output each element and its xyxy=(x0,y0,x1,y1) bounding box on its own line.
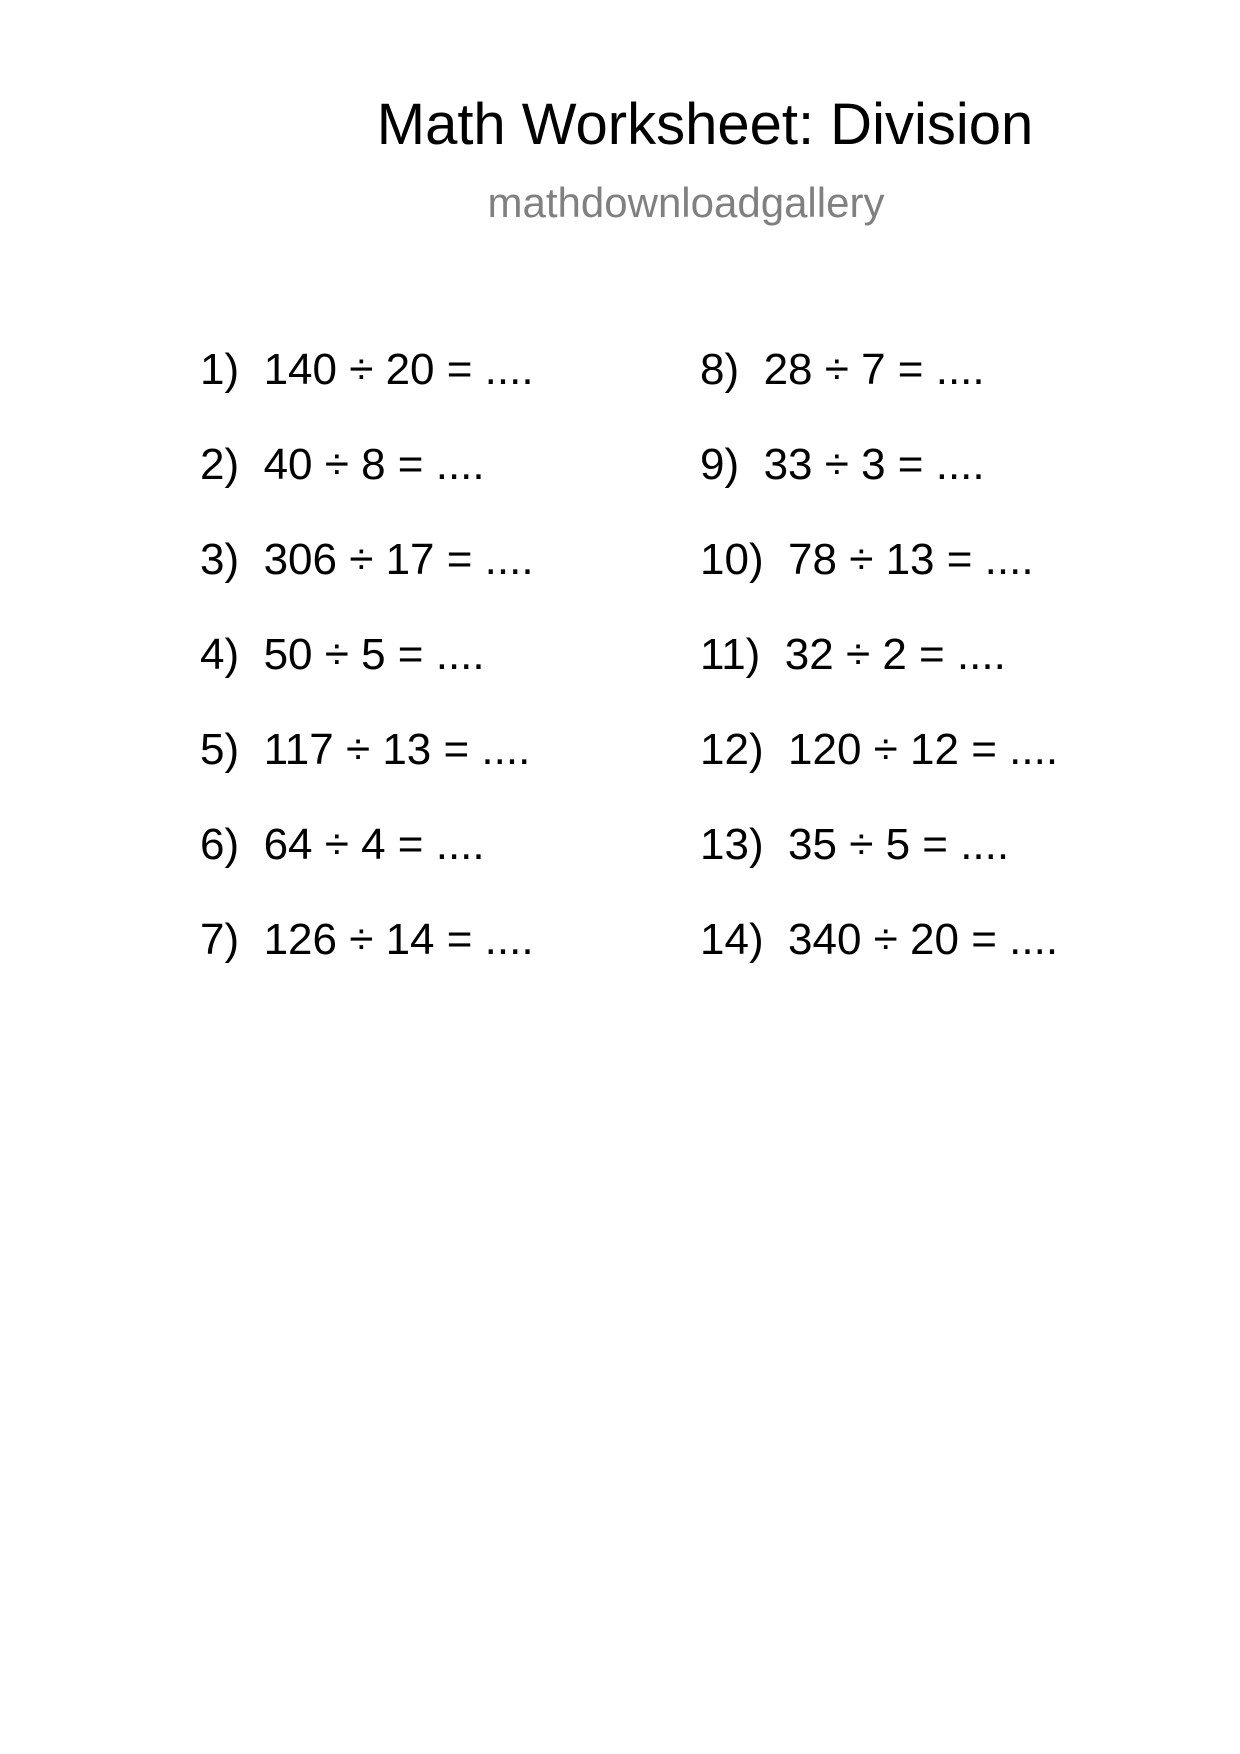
problem-column-right xyxy=(700,345,1240,1013)
problem-9: 9) 33 ÷ 3 = .... xyxy=(700,440,985,489)
problem-13: 13) 35 ÷ 5 = .... xyxy=(700,820,1010,869)
worksheet-title: Math Worksheet: Division xyxy=(376,92,1034,157)
problem-11: 11) 32 ÷ 2 = .... xyxy=(700,630,1006,679)
problem-2: 2) 40 ÷ 8 = .... xyxy=(200,440,485,489)
problem-12: 12) 120 ÷ 12 = .... xyxy=(700,725,1059,774)
problem-3: 3) 306 ÷ 17 = .... xyxy=(200,535,534,584)
problem-1: 1) 140 ÷ 20 = .... xyxy=(200,345,534,394)
problem-5: 5) 117 ÷ 13 = .... xyxy=(200,725,531,774)
problem-column-left xyxy=(200,345,760,1013)
problem-7: 7) 126 ÷ 14 = .... xyxy=(200,915,534,964)
problem-6: 6) 64 ÷ 4 = .... xyxy=(200,820,485,869)
problem-8: 8) 28 ÷ 7 = .... xyxy=(700,345,985,394)
problem-4: 4) 50 ÷ 5 = .... xyxy=(200,630,485,679)
worksheet-subtitle: mathdownloadgallery xyxy=(487,179,885,226)
problem-14: 14) 340 ÷ 20 = .... xyxy=(700,915,1059,964)
problem-10: 10) 78 ÷ 13 = .... xyxy=(700,535,1034,584)
